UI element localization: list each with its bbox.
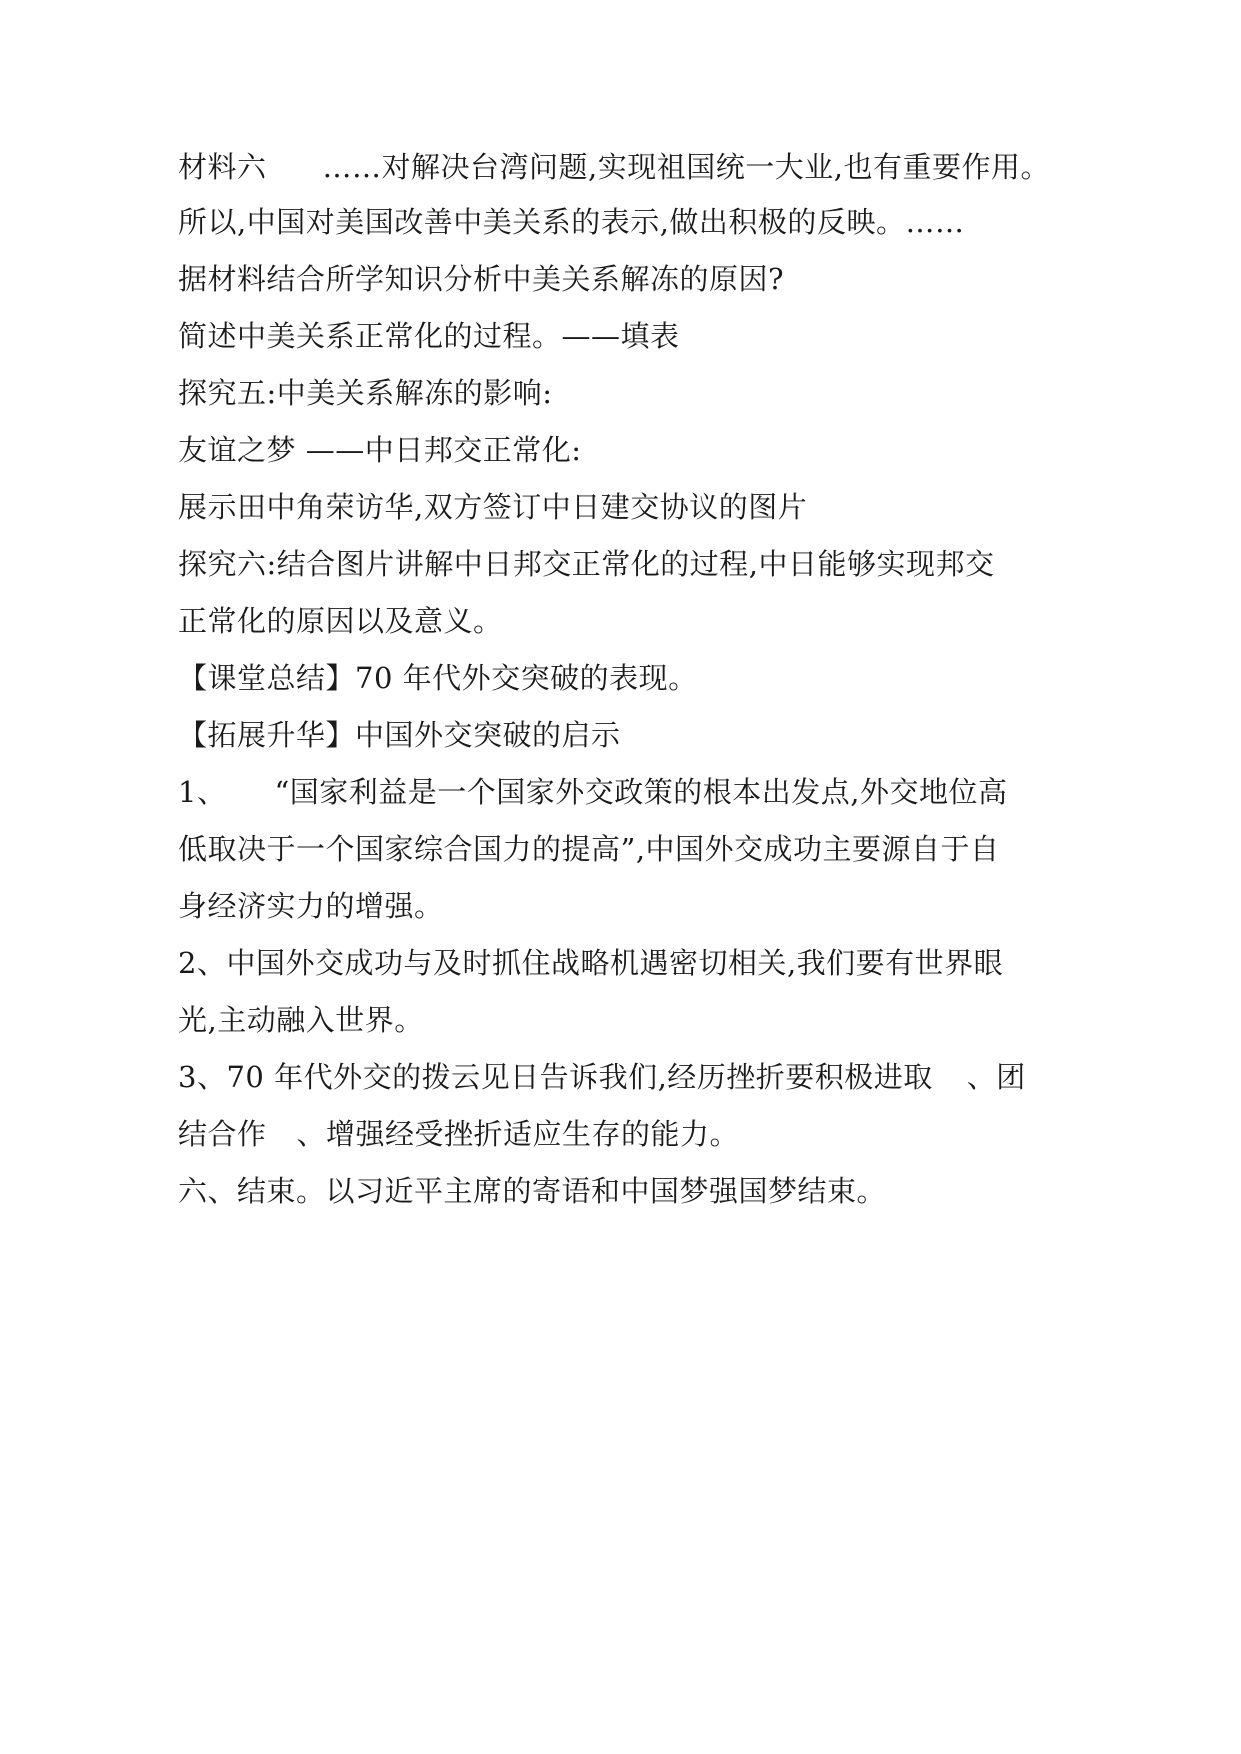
material-text: ……对解决台湾问题,实现祖国统一大业,也有重要作用。 <box>322 150 1050 184</box>
closing-line: 六、结束。以习近平主席的寄语和中国梦强国梦结束。 <box>178 1174 887 1208</box>
list-item-2-line-1: 2、中国外交成功与及时抓住战略机遇密切相关,我们要有世界眼 <box>178 946 1004 980</box>
extension-heading: 【拓展升华】中国外交突破的启示 <box>178 718 621 752</box>
list-item-3-line-1 <box>178 1057 1026 1097</box>
class-summary-heading: 【课堂总结】70 年代外交突破的表现。 <box>178 661 698 695</box>
list-text: “国家利益是一个国家外交政策的根本出发点,外交地位高 <box>274 775 1008 809</box>
list-number: 1、 <box>178 775 227 809</box>
section-heading-inquiry-5: 探究五:中美关系解冻的影响: <box>178 376 553 410</box>
paragraph-line-1 <box>178 147 1050 187</box>
paragraph-line-4: 简述中美关系正常化的过程。——填表 <box>178 319 680 353</box>
list-text: 3、70 年代外交的拨云见日告诉我们,经历挫折要积极进取 <box>178 1060 933 1094</box>
list-item-1-line-2: 低取决于一个国家综合国力的提高”,中国外交成功主要源自于自 <box>178 832 1000 866</box>
list-item-3-line-2 <box>178 1114 739 1154</box>
list-text-end: 、增强经受挫折适应生存的能力。 <box>296 1117 740 1151</box>
section-heading-inquiry-6: 探究六:结合图片讲解中日邦交正常化的过程,中日能够实现邦交 <box>178 547 995 581</box>
list-text-end: 、团 <box>966 1060 1026 1094</box>
paragraph-line-6: 友谊之梦 ——中日邦交正常化: <box>178 433 582 467</box>
paragraph-line-9: 正常化的原因以及意义。 <box>178 604 503 638</box>
paragraph-line-7: 展示田中角荣访华,双方签订中日建交协议的图片 <box>178 490 808 524</box>
paragraph-line-2: 所以,中国对美国改善中美关系的表示,做出积极的反映。…… <box>178 205 965 239</box>
paragraph-line-3: 据材料结合所学知识分析中美关系解冻的原因? <box>178 262 785 296</box>
list-item-1-line-3: 身经济实力的增强。 <box>178 889 444 923</box>
list-item-2-line-2: 光,主动融入世界。 <box>178 1003 424 1037</box>
list-item-1-line-1 <box>178 772 1008 812</box>
list-text: 结合作 <box>178 1117 267 1151</box>
material-label: 材料六 <box>178 150 267 184</box>
